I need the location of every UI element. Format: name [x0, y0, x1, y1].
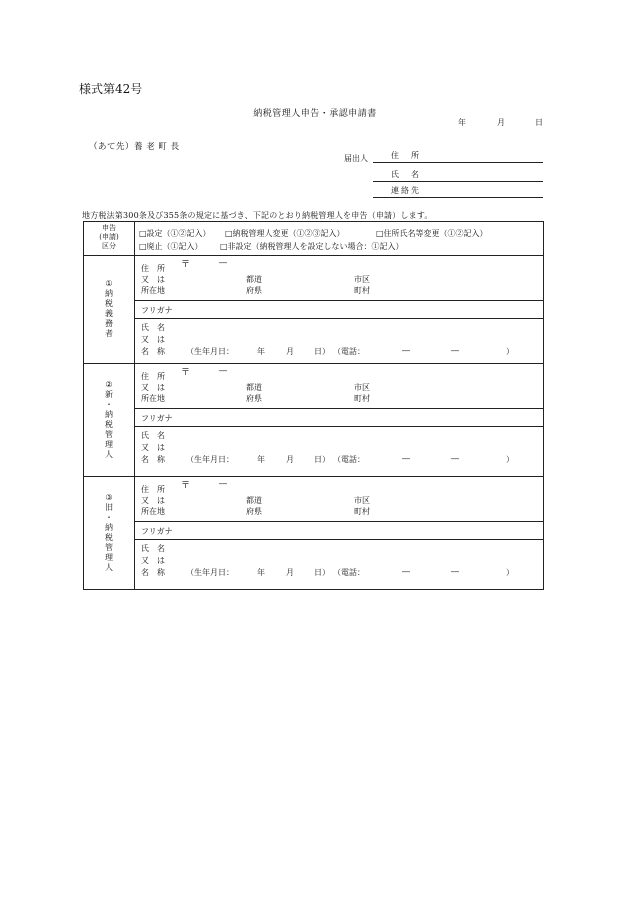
section-label-char: 義: [105, 309, 113, 318]
name-label-line: 又 は: [141, 335, 165, 344]
phone-dash: ―: [402, 567, 410, 576]
phone-label: （電話：: [333, 347, 365, 356]
section-label: [84, 476, 134, 590]
birth-date-label: （生年月日：: [186, 568, 234, 577]
document-title: 納税管理人申告・承認申請書: [253, 109, 377, 119]
name-label-line: 氏 名: [141, 544, 165, 553]
phone-dash: ―: [451, 567, 459, 576]
section-label-char: 税: [105, 533, 113, 542]
option-not-set[interactable]: □非設定（納税管理人を設定しない場合：①記入）: [220, 242, 404, 251]
section-label-char: 理: [105, 439, 113, 449]
birth-day-label: 日）: [314, 347, 330, 356]
city-label-bottom: 町村: [354, 507, 370, 516]
section-label-char: 者: [105, 329, 113, 338]
name-label-line: 又 は: [141, 443, 165, 452]
section-label-char: 新: [105, 389, 113, 399]
birth-month-label: 月: [286, 347, 294, 356]
name-label-line: 名 称: [141, 568, 165, 577]
name-label-line: 氏 名: [141, 431, 165, 440]
phone-label: （電話：: [333, 568, 365, 577]
city-label-bottom: 町村: [354, 394, 370, 403]
row-divider: [134, 300, 543, 301]
prefecture-label-top: 都道: [246, 496, 262, 505]
section-label-char: ②: [105, 379, 113, 389]
address-label-line: 住 所: [141, 264, 165, 273]
address-label-line: 所在地: [141, 394, 165, 403]
phone-close: ）: [506, 347, 514, 356]
phone-dash: ―: [451, 454, 459, 463]
prefecture-label-bottom: 府県: [246, 286, 262, 295]
section-label-char: 人: [105, 563, 113, 572]
birth-year-label: 年: [257, 347, 265, 356]
column-divider: [134, 222, 135, 589]
postal-mark: 〒: [181, 481, 191, 491]
section-label-char: 管: [105, 429, 113, 439]
category-header: [84, 224, 134, 251]
option-address-name-change[interactable]: □住所氏名等変更（①②記入）: [376, 229, 488, 238]
category-header-line: 申告: [102, 224, 116, 232]
phone-dash: ―: [451, 346, 459, 355]
row-divider: [134, 426, 543, 427]
section-label-char: 理: [105, 553, 113, 562]
birth-date-label: （生年月日：: [186, 455, 234, 464]
name-label-line: 名 称: [141, 347, 165, 356]
furigana-label: フリガナ: [141, 527, 173, 536]
city-label-top: 市区: [354, 275, 370, 284]
section-label: [84, 255, 134, 363]
address-label-line: 住 所: [141, 485, 165, 494]
furigana-label: フリガナ: [141, 306, 173, 315]
prefecture-label-top: 都道: [246, 383, 262, 392]
row-divider: [84, 255, 543, 256]
phone-label: （電話：: [333, 455, 365, 464]
option-abolish[interactable]: □廃止（①記入）: [139, 242, 203, 251]
row-divider: [134, 408, 543, 409]
category-header-line: 区分: [102, 242, 116, 250]
section-label-char: ③: [105, 493, 113, 502]
option-setup[interactable]: □設定（①②記入）: [139, 229, 211, 238]
city-label-bottom: 町村: [354, 286, 370, 295]
date-day-label: 日: [535, 118, 543, 127]
filer-address-label: 住 所: [391, 151, 421, 160]
addressee: （あて先）養 老 町 長: [89, 142, 180, 152]
postal-dash: ―: [219, 366, 227, 375]
date-year-label: 年: [458, 118, 466, 127]
section-label-char: 納: [105, 409, 113, 419]
birth-date-label: （生年月日：: [186, 347, 234, 356]
furigana-label: フリガナ: [141, 414, 173, 423]
section-label-char: ①: [105, 279, 113, 288]
phone-dash: ―: [402, 346, 410, 355]
name-label-line: 氏 名: [141, 323, 165, 332]
address-label-line: 又 は: [141, 496, 165, 505]
filer-label: 届出人: [344, 154, 368, 163]
prefecture-label-top: 都道: [246, 275, 262, 284]
filer-contact-field[interactable]: [373, 183, 543, 198]
form-number: 様式第42号: [79, 82, 143, 96]
postal-dash: ―: [219, 479, 227, 488]
address-label-line: 又 は: [141, 383, 165, 392]
section-label: [84, 363, 134, 476]
section-label-char: ・: [105, 513, 113, 522]
date-month-label: 月: [497, 118, 505, 127]
birth-month-label: 月: [286, 455, 294, 464]
filer-name-field[interactable]: [373, 167, 543, 182]
section-label-char: 務: [105, 319, 113, 328]
section-label-char: 納: [105, 289, 113, 298]
phone-close: ）: [506, 455, 514, 464]
section-label-char: 納: [105, 523, 113, 532]
city-label-top: 市区: [354, 496, 370, 505]
name-label-line: 又 は: [141, 556, 165, 565]
address-label-line: 又 は: [141, 275, 165, 284]
section-label-char: ・: [105, 399, 113, 409]
option-manager-change[interactable]: □納税管理人変更（①②③記入）: [225, 229, 345, 238]
section-label-char: 税: [105, 299, 113, 308]
birth-day-label: 日）: [314, 455, 330, 464]
row-divider: [134, 318, 543, 319]
section-label-char: 旧: [105, 503, 113, 512]
postal-dash: ―: [219, 258, 227, 267]
postal-mark: 〒: [181, 368, 191, 378]
prefecture-label-bottom: 府県: [246, 394, 262, 403]
phone-close: ）: [506, 568, 514, 577]
phone-dash: ―: [402, 454, 410, 463]
section-divider: [84, 476, 543, 477]
section-label-char: 人: [105, 449, 113, 459]
category-header-line: (申請): [99, 233, 119, 241]
prefecture-label-bottom: 府県: [246, 507, 262, 516]
section-label-char: 税: [105, 419, 113, 429]
address-label-line: 所在地: [141, 286, 165, 295]
intro-text: 地方税法第300条及び355条の規定に基づき、下記のとおり納税管理人を申告（申請）します。: [82, 211, 433, 220]
section-divider: [84, 363, 543, 364]
row-divider: [134, 539, 543, 540]
address-label-line: 所在地: [141, 507, 165, 516]
filer-name-label: 氏 名: [391, 170, 421, 179]
birth-month-label: 月: [286, 568, 294, 577]
declaration-form-table: [83, 221, 544, 590]
section-label-char: 管: [105, 543, 113, 552]
postal-mark: 〒: [181, 260, 191, 270]
birth-day-label: 日）: [314, 568, 330, 577]
birth-year-label: 年: [257, 455, 265, 464]
filer-contact-label: 連絡先: [391, 186, 421, 195]
city-label-top: 市区: [354, 383, 370, 392]
name-label-line: 名 称: [141, 455, 165, 464]
row-divider: [134, 521, 543, 522]
address-label-line: 住 所: [141, 372, 165, 381]
filer-address-field[interactable]: [373, 148, 543, 163]
birth-year-label: 年: [257, 568, 265, 577]
